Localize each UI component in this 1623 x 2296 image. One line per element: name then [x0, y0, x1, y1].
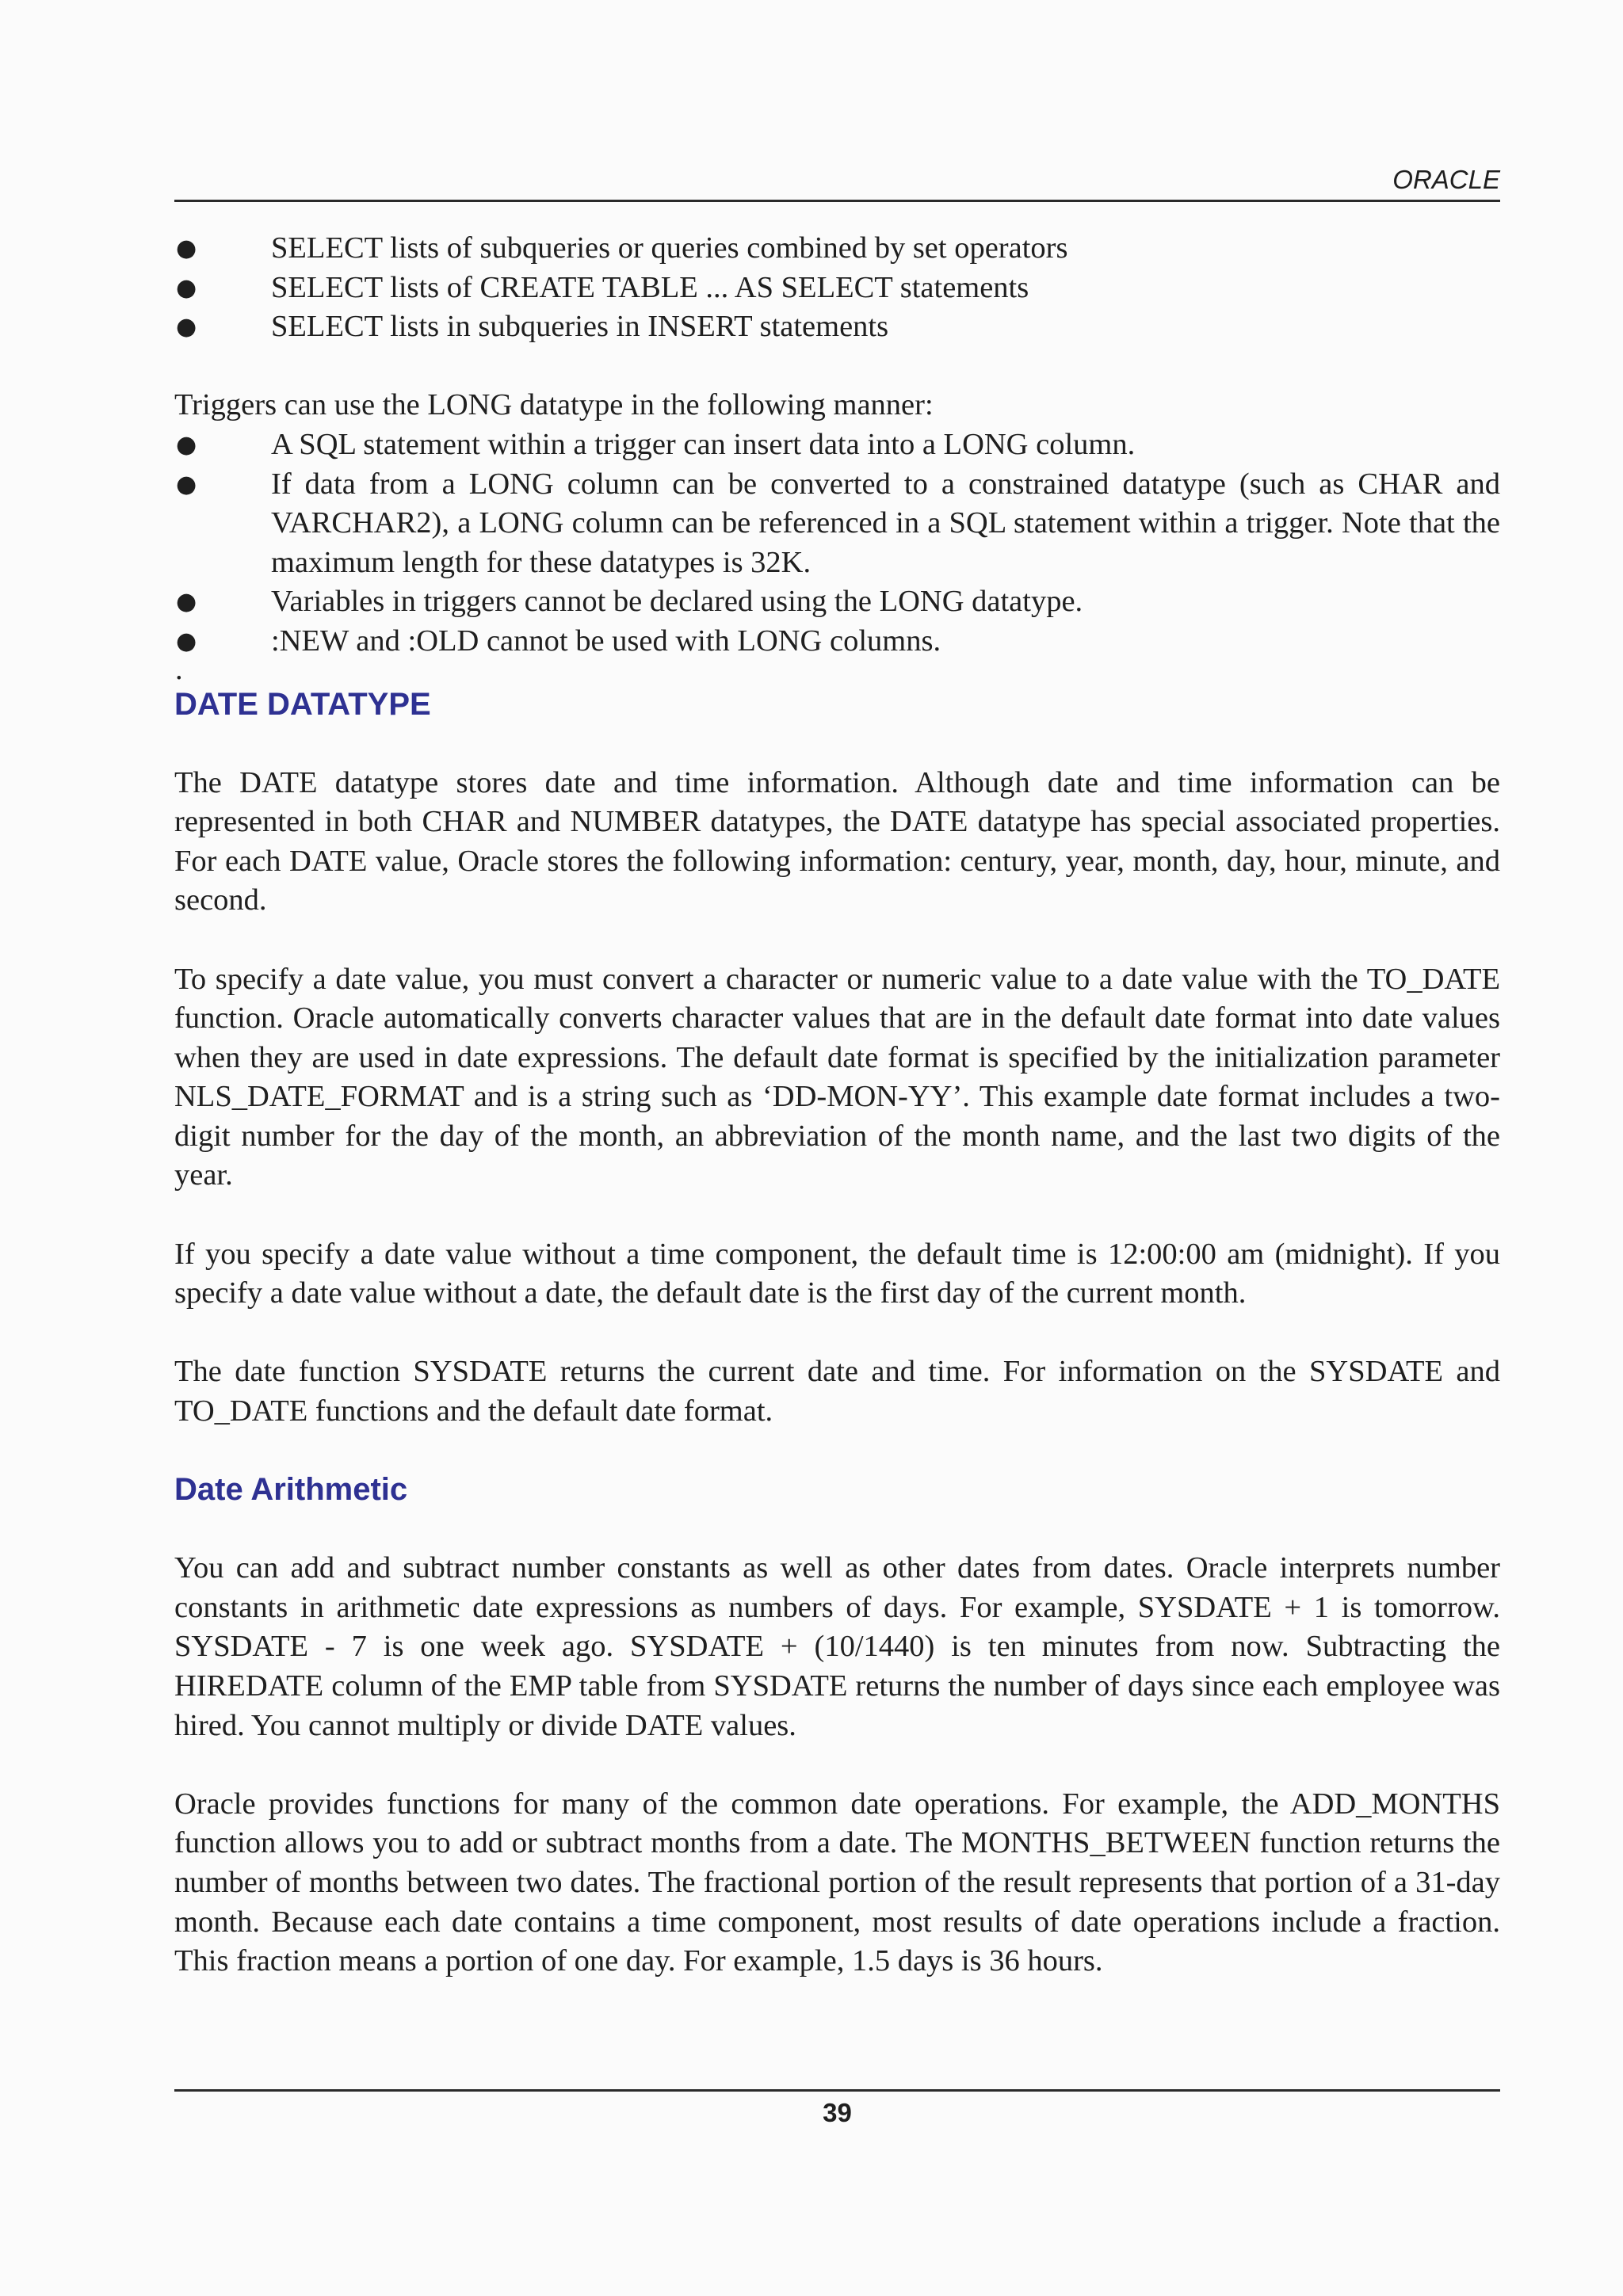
- page-number: 39: [823, 2098, 852, 2127]
- bullet-icon: ●: [176, 430, 197, 459]
- list-item: ● SELECT lists of CREATE TABLE ... AS SELECT statements: [174, 269, 1500, 308]
- date-arithmetic-heading: Date Arithmetic: [174, 1472, 408, 1508]
- intro-bullet-list: [174, 229, 1500, 347]
- date-paragraph: If you specify a date value without a time component, the default time is 12:00:00 am (midnight). If you specify a date value without a date, the default date is the first day of the current month.: [174, 1237, 1500, 1310]
- arithmetic-paragraph: Oracle provides functions for many of the common date operations. For example, the ADD_MONTHS function allows you to add or subtract months from a date. The MONTHS_BETWEEN function returns the number of months between two dates. The fractional portion of the result represents that portion of a 31-day month. Because each date contains a time component, most results of date operations include a fraction. This fraction means a portion of one day. For example, 1.5 days is 36 hours.: [174, 1787, 1500, 1978]
- list-item: ● A SQL statement within a trigger can insert data into a LONG column.: [174, 425, 1500, 465]
- arithmetic-paragraph: You can add and subtract number constants as well as other dates from dates. Oracle interprets number constants in arithmetic date expressions as numbers of days. For example, SYSDATE + 1 is tomorrow. SYSDATE - 7 is one week ago. SYSDATE + (10/1440) is ten minutes from now. Subtracting the HIREDATE column of the EMP table from SYSDATE returns the number of days since each employee was hired. You cannot multiply or divide DATE values.: [174, 1551, 1500, 1742]
- stray-period: .: [175, 652, 183, 686]
- date-datatype-heading: DATE DATATYPE: [174, 686, 431, 722]
- date-paragraph: The date function SYSDATE returns the current date and time. For information on the SYSDATE and TO_DATE functions and the default date format.: [174, 1355, 1500, 1428]
- triggers-bullet-list: [174, 425, 1500, 662]
- running-header: ORACLE: [1392, 165, 1500, 194]
- triggers-lead: Triggers can use the LONG datatype in the following manner:: [174, 388, 934, 422]
- header-rule: [174, 200, 1500, 202]
- page-content: [174, 229, 1500, 1981]
- list-item: ● SELECT lists in subqueries in INSERT statements: [174, 307, 1500, 347]
- bullet-icon: ●: [176, 588, 197, 616]
- list-item: ● :NEW and :OLD cannot be used with LONG columns.: [174, 622, 1500, 662]
- list-item: ● Variables in triggers cannot be declared using the LONG datatype.: [174, 582, 1500, 622]
- date-paragraph: The DATE datatype stores date and time information. Although date and time information can be represented in both CHAR and NUMBER datatypes, the DATE datatype has special associated properties. For each DATE value, Oracle stores the following information: century, year, month, day, hour, minute, and second.: [174, 765, 1500, 917]
- bullet-icon: ●: [176, 273, 197, 302]
- bullet-icon: ●: [176, 470, 197, 498]
- date-paragraph: To specify a date value, you must convert a character or numeric value to a date value with the TO_DATE function. Oracle automatically converts character values that are in the default date format into date values when they are used in date expressions. The default date format is specified by the initialization parameter NLS_DATE_FORMAT and is a string such as ‘DD-MON-YY’. This example date format includes a two-digit number for the day of the month, an abbreviation of the month name, and the last two digits of the year.: [174, 962, 1500, 1192]
- footer-rule: [174, 2089, 1500, 2092]
- bullet-icon: ●: [176, 627, 197, 655]
- bullet-icon: ●: [176, 313, 197, 341]
- document-page: [174, 0, 1500, 2296]
- list-item: ● SELECT lists of subqueries or queries combined by set operators: [174, 229, 1500, 269]
- bullet-icon: ●: [176, 235, 197, 262]
- list-item: ● If data from a LONG column can be converted to a constrained datatype (such as CHAR and VARCHAR2), a LONG column can be referenced in a SQL statement within a trigger. Note that the maximum length for these datatypes is 32K.: [174, 465, 1500, 583]
